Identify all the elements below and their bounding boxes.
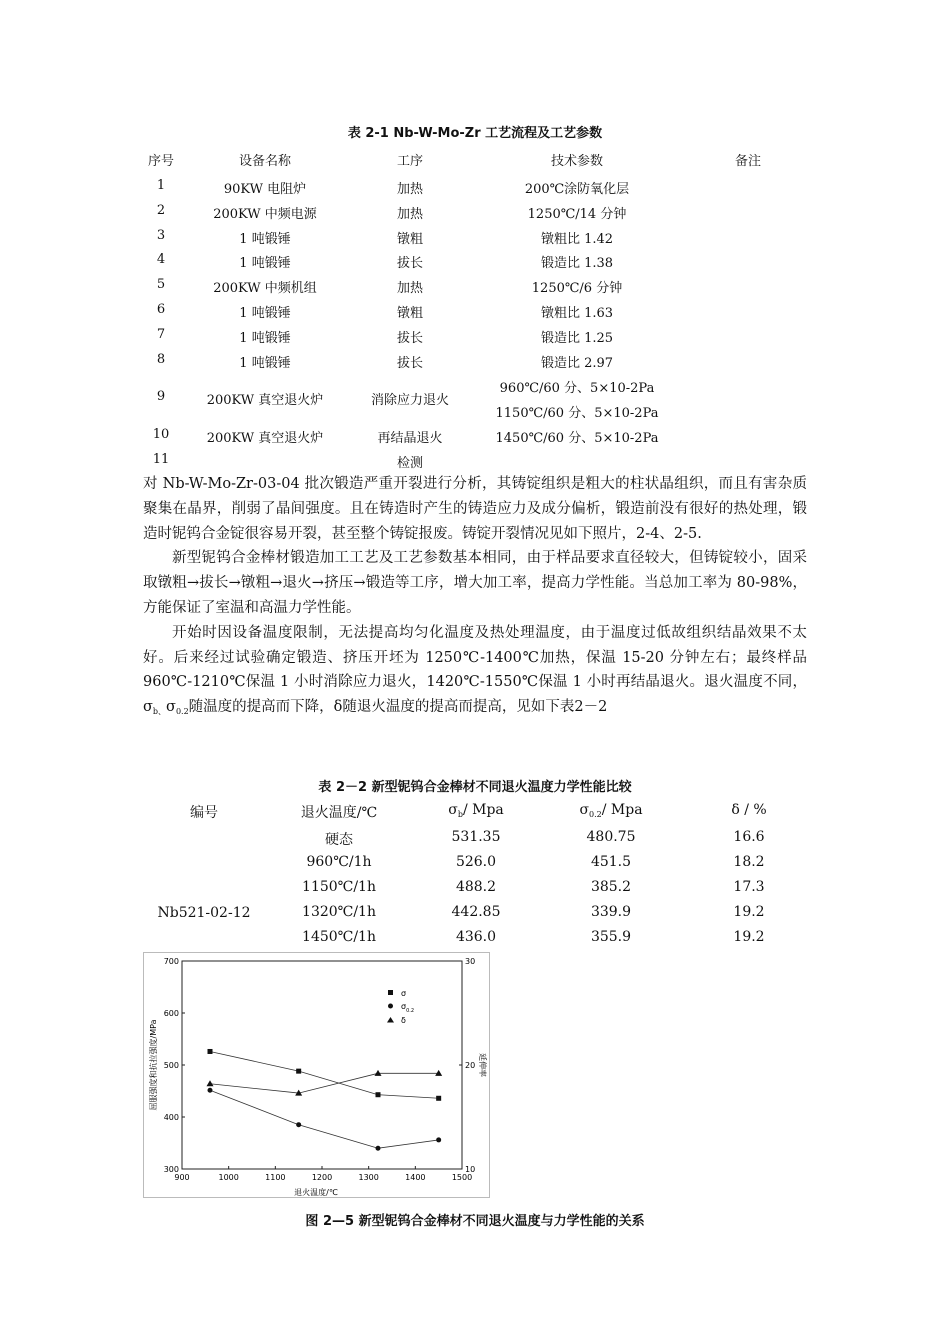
legend-sigma02-marker xyxy=(388,1004,393,1009)
data-point-square xyxy=(296,1069,301,1074)
t1-cell: 8 xyxy=(156,352,166,367)
x-tick-label: 1000 xyxy=(218,1173,239,1182)
t1-cell: 1450℃/60 分、5×10-2Pa xyxy=(495,431,659,446)
legend-delta-label: δ xyxy=(401,1016,406,1025)
t1-cell: 加热 xyxy=(396,207,424,222)
t1-cell: 1 吨锻锤 xyxy=(239,331,291,346)
t1-cell: 9 xyxy=(156,389,166,404)
t2-header-sigma-b xyxy=(448,802,504,819)
t1-cell: 1250℃/14 分钟 xyxy=(527,207,627,222)
t2-cell: 16.6 xyxy=(733,829,765,845)
legend-delta-marker xyxy=(387,1017,394,1023)
t1-cell: 1150℃/60 分、5×10-2Pa xyxy=(495,406,659,421)
legend-sigma-marker xyxy=(388,990,393,995)
data-point-triangle xyxy=(375,1070,382,1076)
figure-2-5-caption: 图 2—5 新型铌钨合金棒材不同退火温度与力学性能的关系 xyxy=(305,1214,645,1229)
y-axis-label: 屈服强度和抗拉强度/MPa xyxy=(149,1019,158,1111)
t2-cell: 339.9 xyxy=(590,904,632,920)
t2-header-sigma-02 xyxy=(579,802,642,819)
t2-cell: 480.75 xyxy=(586,829,636,845)
t1-cell: 1250℃/6 分钟 xyxy=(531,281,623,296)
t1-header-process: 工序 xyxy=(396,154,424,169)
paragraph-1: 对 Nb-W-Mo-Zr-03-04 批次锻造严重开裂进行分析，其铸锭组织是粗大的柱状晶组织，而且有害杂质聚集在晶界，削弱了晶间强度。且在铸造时产生的铸造应力及成分偏析，锻造前没有很好的热处理，锻造时铌钨合金锭很容易开裂，甚至整个铸锭报废。铸锭开裂情况见如下照片，2-4、2-5. xyxy=(143,476,807,542)
sigma-symbol: σ xyxy=(448,802,458,818)
paragraph-3-text-b: σ xyxy=(166,699,176,716)
t2-cell: 18.2 xyxy=(733,854,765,870)
sigma-symbol: σ xyxy=(579,802,590,818)
t1-header-notes: 备注 xyxy=(734,154,762,169)
y2-tick-label: 20 xyxy=(465,1061,476,1070)
t2-cell: 355.9 xyxy=(590,929,632,945)
x-tick-label: 1200 xyxy=(311,1173,333,1182)
t2-cell: 19.2 xyxy=(733,904,765,920)
t2-header-temperature: 退火温度/℃ xyxy=(300,805,378,821)
y-tick-label: 500 xyxy=(163,1061,179,1070)
t1-cell: 加热 xyxy=(396,281,424,296)
t1-cell: 1 吨锻锤 xyxy=(239,256,291,271)
t1-cell: 200KW 真空退火炉 xyxy=(206,431,324,446)
t2-cell: 1450℃/1h xyxy=(302,929,376,945)
t1-cell: 11 xyxy=(152,452,170,467)
data-point-circle xyxy=(208,1088,213,1093)
t1-cell: 200KW 真空退火炉 xyxy=(206,393,324,408)
legend-sigma02-label: $\sigma_{0.2}$ xyxy=(401,1002,415,1014)
t1-cell: 3 xyxy=(156,228,166,243)
t2-cell: 1320℃/1h xyxy=(302,904,376,920)
t1-cell: 锻造比 1.38 xyxy=(540,256,614,271)
legend xyxy=(387,989,414,1025)
t1-cell: 拔长 xyxy=(396,331,424,346)
data-point-square xyxy=(376,1092,381,1097)
t1-cell: 检测 xyxy=(396,456,424,471)
x-tick-label: 900 xyxy=(174,1173,190,1182)
t1-cell: 镦粗比 1.42 xyxy=(540,232,614,247)
x-tick-label: 1300 xyxy=(358,1173,379,1182)
t2-cell: 960℃/1h xyxy=(306,854,372,870)
t2-cell: 488.2 xyxy=(455,879,497,895)
t1-cell: 10 xyxy=(152,427,170,442)
t2-cell: 442.85 xyxy=(451,904,501,920)
series-line-σ0.2 xyxy=(210,1090,439,1148)
t2-header-id: 编号 xyxy=(190,805,218,821)
sigma-sub: 0.2 xyxy=(589,810,602,819)
t1-cell: 加热 xyxy=(396,182,424,197)
t2-header-delta: δ / % xyxy=(731,802,767,818)
figure-2-5 xyxy=(143,952,490,1198)
data-point-circle xyxy=(376,1146,381,1151)
t2-cell: 1150℃/1h xyxy=(302,879,376,895)
t1-cell: 4 xyxy=(156,252,166,267)
t2-cell: 526.0 xyxy=(455,854,497,870)
y-tick-label: 700 xyxy=(163,957,179,966)
data-point-square xyxy=(208,1049,213,1054)
table-2-2-caption: 表 2－2 新型铌钨合金棒材不同退火温度力学性能比较 xyxy=(318,780,632,795)
t1-cell: 1 吨锻锤 xyxy=(239,356,291,371)
data-point-circle xyxy=(296,1122,301,1127)
x-tick-label: 1100 xyxy=(265,1173,286,1182)
annealing-chart xyxy=(144,953,489,1197)
t2-cell: 17.3 xyxy=(733,879,765,895)
table-2-1-caption: 表 2-1 Nb-W-Mo-Zr 工艺流程及工艺参数 xyxy=(347,126,603,141)
t2-cell: 531.35 xyxy=(451,829,501,845)
data-point-square xyxy=(436,1096,441,1101)
t1-header-params: 技术参数 xyxy=(550,154,604,169)
series-line-δ xyxy=(210,1073,439,1093)
t1-cell: 960℃/60 分、5×10-2Pa xyxy=(499,381,655,396)
series-group xyxy=(207,1049,443,1151)
paragraph-3-text-c: 随温度的提高而下降，δ随退火温度的提高而提高，见如下表2－2 xyxy=(188,699,608,716)
t1-cell: 拔长 xyxy=(396,356,424,371)
data-point-circle xyxy=(436,1137,441,1142)
t1-cell: 锻造比 1.25 xyxy=(540,331,614,346)
y2-axis-ticks xyxy=(459,957,475,1174)
t1-cell: 1 吨锻锤 xyxy=(239,306,291,321)
x-tick-label: 1400 xyxy=(405,1173,426,1182)
paragraph-3-text-a: 开始时因设备温度限制，无法提高均匀化温度及热处理温度，由于温度过低故组织结晶效果不太好。后来经过试验确定锻造、挤压开坯为 1250℃-1400℃加热，保温 15-20 分钟左右；最终样品 960℃-1210℃保温 1 小时消除应力退火，1420℃-1550℃保温 1 小时再结晶退火。退火温度不同，σ xyxy=(143,624,807,716)
t2-cell: 硬态 xyxy=(325,832,353,848)
data-point-triangle xyxy=(435,1070,442,1076)
t1-cell: 90KW 电阻炉 xyxy=(223,182,307,197)
t2-cell: 451.5 xyxy=(590,854,632,870)
t1-cell: 200℃涂防氧化层 xyxy=(524,182,630,197)
t1-cell: 6 xyxy=(156,302,166,317)
t1-header-equipment: 设备名称 xyxy=(238,154,292,169)
t1-cell: 2 xyxy=(156,203,166,218)
t1-cell: 消除应力退火 xyxy=(370,393,450,408)
t2-cell: 19.2 xyxy=(733,929,765,945)
t1-cell: 拔长 xyxy=(396,256,424,271)
t2-cell: 436.0 xyxy=(455,929,497,945)
sigma-sub: b xyxy=(457,810,463,819)
t1-cell: 1 吨锻锤 xyxy=(239,232,291,247)
y2-tick-label: 10 xyxy=(465,1165,476,1174)
t1-cell: 锻造比 2.97 xyxy=(540,356,614,371)
series-line-σ xyxy=(210,1051,439,1098)
plot-frame xyxy=(182,961,462,1169)
y-tick-label: 300 xyxy=(163,1165,179,1174)
paragraph-2: 新型铌钨合金棒材锻造加工工艺及工艺参数基本相同，由于样品要求直径较大，但铸锭较小，固采取镦粗→拔长→镦粗→退火→挤压→锻造等工序，增大加工率，提高力学性能。当总加工率为 80-98%，方能保证了室温和高温力学性能。 xyxy=(143,550,807,616)
t2-sample-id: Nb521-02-12 xyxy=(157,905,251,921)
legend-sigma-label: σ xyxy=(401,989,407,998)
t1-header-index: 序号 xyxy=(147,154,175,169)
y2-tick-label: 30 xyxy=(465,957,476,966)
x-axis-ticks xyxy=(174,1166,472,1182)
y-tick-label: 400 xyxy=(163,1113,179,1122)
y2-axis-label: 延伸率 xyxy=(478,1053,487,1077)
t2-cell: 385.2 xyxy=(590,879,632,895)
sigma-02-subscript: 0.2 xyxy=(175,707,189,717)
t1-cell: 200KW 中频电源 xyxy=(213,207,317,222)
t1-cell: 镦粗 xyxy=(396,306,424,321)
data-point-triangle xyxy=(207,1080,214,1086)
t1-cell: 1 xyxy=(156,178,166,193)
paragraph-3 xyxy=(143,621,807,725)
body-text xyxy=(143,472,807,725)
unit: / Mpa xyxy=(462,802,504,818)
t1-cell: 7 xyxy=(156,327,166,342)
unit: / Mpa xyxy=(601,802,643,818)
y-tick-label: 600 xyxy=(163,1009,179,1018)
t1-cell: 镦粗 xyxy=(396,232,424,247)
x-tick-label: 1500 xyxy=(451,1173,473,1182)
t1-cell: 5 xyxy=(156,277,166,292)
sigma-b-subscript: b、 xyxy=(152,707,167,717)
x-axis-label: 退火温度/℃ xyxy=(294,1188,338,1197)
t1-cell: 镦粗比 1.63 xyxy=(540,306,614,321)
t1-cell: 200KW 中频机组 xyxy=(213,281,317,296)
t1-cell: 再结晶退火 xyxy=(377,431,443,446)
